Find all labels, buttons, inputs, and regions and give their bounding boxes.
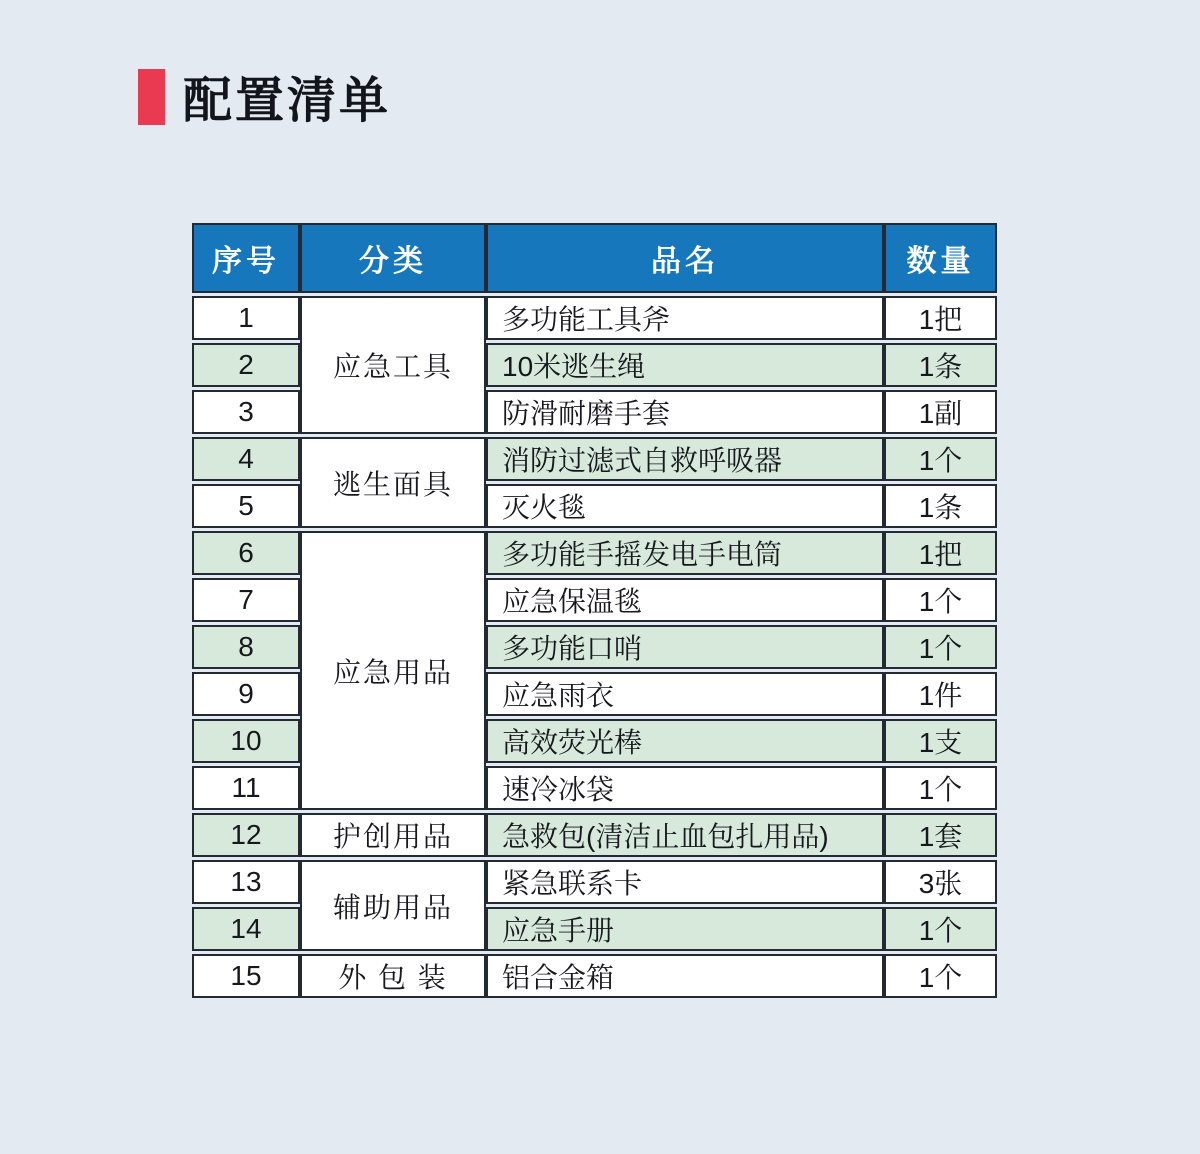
category-cell: 应急用品 xyxy=(300,531,486,810)
product-name-cell: 铝合金箱 xyxy=(486,954,884,998)
header-row xyxy=(192,223,997,293)
product-name-cell: 应急雨衣 xyxy=(486,672,884,716)
row-number-cell: 1 xyxy=(192,296,300,340)
product-name-cell: 消防过滤式自救呼吸器 xyxy=(486,437,884,481)
quantity-cell: 1个 xyxy=(884,625,997,669)
product-name-cell: 高效荧光棒 xyxy=(486,719,884,763)
table-row xyxy=(192,860,997,904)
product-name-cell: 急救包(清洁止血包扎用品) xyxy=(486,813,884,857)
product-name-cell: 应急手册 xyxy=(486,907,884,951)
category-cell: 外 包 装 xyxy=(300,954,486,998)
quantity-cell: 1条 xyxy=(884,484,997,528)
quantity-cell: 1条 xyxy=(884,343,997,387)
quantity-cell: 1个 xyxy=(884,437,997,481)
column-header-category: 分类 xyxy=(300,223,486,293)
quantity-cell: 1套 xyxy=(884,813,997,857)
row-number-cell: 13 xyxy=(192,860,300,904)
row-number-cell: 6 xyxy=(192,531,300,575)
quantity-cell: 1支 xyxy=(884,719,997,763)
product-name-cell: 防滑耐磨手套 xyxy=(486,390,884,434)
product-name-cell: 多功能工具斧 xyxy=(486,296,884,340)
column-header-qty: 数量 xyxy=(884,223,997,293)
title-section xyxy=(0,0,1200,132)
quantity-cell: 1个 xyxy=(884,954,997,998)
product-name-cell: 10米逃生绳 xyxy=(486,343,884,387)
quantity-cell: 1件 xyxy=(884,672,997,716)
product-name-cell: 灭火毯 xyxy=(486,484,884,528)
column-header-name: 品名 xyxy=(486,223,884,293)
quantity-cell: 1把 xyxy=(884,531,997,575)
table-header xyxy=(192,223,997,293)
row-number-cell: 5 xyxy=(192,484,300,528)
quantity-cell: 1个 xyxy=(884,907,997,951)
row-number-cell: 11 xyxy=(192,766,300,810)
quantity-cell: 1把 xyxy=(884,296,997,340)
row-number-cell: 3 xyxy=(192,390,300,434)
config-table-body xyxy=(192,296,997,998)
row-number-cell: 12 xyxy=(192,813,300,857)
row-number-cell: 2 xyxy=(192,343,300,387)
product-name-cell: 应急保温毯 xyxy=(486,578,884,622)
quantity-cell: 3张 xyxy=(884,860,997,904)
table-row xyxy=(192,437,997,481)
column-header-no: 序号 xyxy=(192,223,300,293)
row-number-cell: 8 xyxy=(192,625,300,669)
page-title: 配置清单 xyxy=(183,74,392,128)
product-name-cell: 速冷冰袋 xyxy=(486,766,884,810)
row-number-cell: 14 xyxy=(192,907,300,951)
row-number-cell: 10 xyxy=(192,719,300,763)
quantity-cell: 1个 xyxy=(884,766,997,810)
quantity-cell: 1副 xyxy=(884,390,997,434)
category-cell: 应急工具 xyxy=(300,296,486,434)
table-row xyxy=(192,954,997,998)
category-cell: 逃生面具 xyxy=(300,437,486,528)
quantity-cell: 1个 xyxy=(884,578,997,622)
row-number-cell: 9 xyxy=(192,672,300,716)
table-row xyxy=(192,813,997,857)
product-name-cell: 多功能口哨 xyxy=(486,625,884,669)
category-cell: 辅助用品 xyxy=(300,860,486,951)
config-table xyxy=(192,220,997,1001)
table-row xyxy=(192,531,997,575)
title-accent-bar xyxy=(138,69,165,125)
row-number-cell: 15 xyxy=(192,954,300,998)
table-row xyxy=(192,296,997,340)
product-name-cell: 紧急联系卡 xyxy=(486,860,884,904)
row-number-cell: 7 xyxy=(192,578,300,622)
product-name-cell: 多功能手摇发电手电筒 xyxy=(486,531,884,575)
row-number-cell: 4 xyxy=(192,437,300,481)
category-cell: 护创用品 xyxy=(300,813,486,857)
